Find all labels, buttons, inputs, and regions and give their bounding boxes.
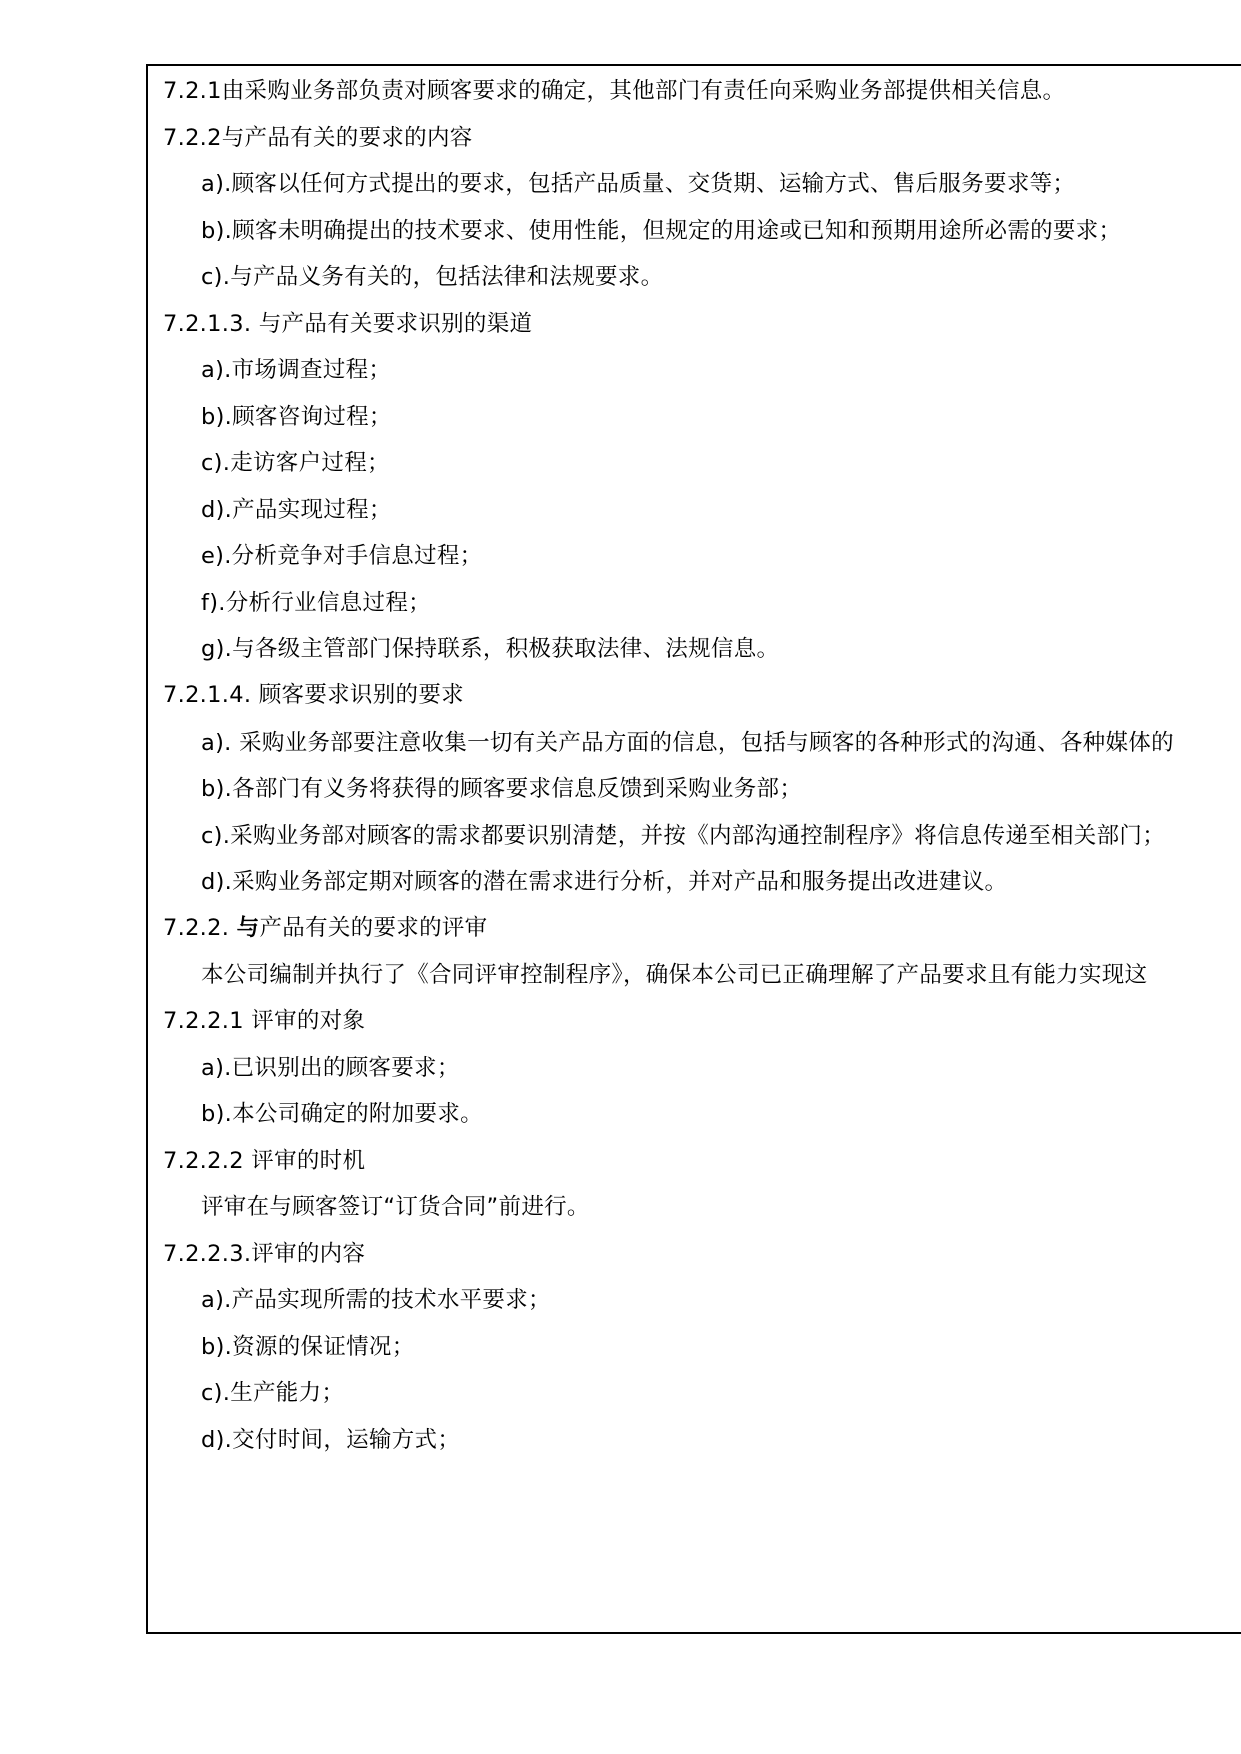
list-item-b: b).资源的保证情况； <box>201 1334 415 1360</box>
list-item-d: d).产品实现过程； <box>201 497 392 523</box>
clause-7-2-2-1-heading: 7.2.2.1 评审的对象 <box>163 1008 366 1034</box>
clause-7-2-2-review-heading <box>163 913 487 943</box>
list-item-b: b).本公司确定的附加要求。 <box>201 1101 483 1127</box>
clause-7-2-1-4-heading: 7.2.1.4. 顾客要求识别的要求 <box>163 682 464 708</box>
clause-number: 7.2.2. <box>163 915 237 941</box>
list-item-d: d).采购业务部定期对顾客的潜在需求进行分析，并对产品和服务提出改进建议。 <box>201 869 1008 895</box>
review-timing-text: 评审在与顾客签订“订货合同”前进行。 <box>201 1194 590 1220</box>
list-item-f: f).分析行业信息过程； <box>201 590 431 616</box>
clause-7-2-2-2-heading: 7.2.2.2 评审的时机 <box>163 1148 366 1174</box>
review-paragraph: 本公司编制并执行了《合同评审控制程序》，确保本公司已正确理解了产品要求且有能力实现这 <box>201 962 1148 988</box>
clause-7-2-2-heading: 7.2.2与产品有关的要求的内容 <box>163 125 473 151</box>
clause-7-2-1-3-heading: 7.2.1.3. 与产品有关要求识别的渠道 <box>163 311 533 337</box>
list-item-c: c).走访客户过程； <box>201 450 390 476</box>
list-item-c: c).与产品义务有关的，包括法律和法规要求。 <box>201 264 664 290</box>
list-item-a: a). 采购业务部要注意收集一切有关产品方面的信息，包括与顾客的各种形式的沟通、各种媒体的 <box>201 730 1174 756</box>
clause-7-2-1-text: 7.2.1由采购业务部负责对顾客要求的确定，其他部门有责任向采购业务部提供相关信息。 <box>163 78 1066 104</box>
list-item-e: e).分析竞争对手信息过程； <box>201 543 483 569</box>
list-item-b: b).各部门有义务将获得的顾客要求信息反馈到采购业务部； <box>201 776 803 802</box>
list-item-a: a).市场调查过程； <box>201 357 392 383</box>
list-item-d: d).交付时间，运输方式； <box>201 1427 461 1453</box>
list-item-a: a).已识别出的顾客要求； <box>201 1055 460 1081</box>
clause-7-2-2-3-heading: 7.2.2.3.评审的内容 <box>163 1241 366 1267</box>
heading-bold-char: 与 <box>236 915 260 941</box>
list-item-c: c).采购业务部对顾客的需求都要识别清楚，并按《内部沟通控制程序》将信息传递至相关部门； <box>201 823 1166 849</box>
heading-rest: 产品有关的要求的评审 <box>259 915 488 941</box>
list-item-b: b).顾客咨询过程； <box>201 404 392 430</box>
list-item-b: b).顾客未明确提出的技术要求、使用性能，但规定的用途或已知和预期用途所必需的要求； <box>201 218 1122 244</box>
list-item-c: c).生产能力； <box>201 1380 345 1406</box>
list-item-g: g).与各级主管部门保持联系，积极获取法律、法规信息。 <box>201 636 780 662</box>
list-item-a: a).顾客以任何方式提出的要求，包括产品质量、交货期、运输方式、售后服务要求等； <box>201 171 1076 197</box>
list-item-a: a).产品实现所需的技术水平要求； <box>201 1287 551 1313</box>
